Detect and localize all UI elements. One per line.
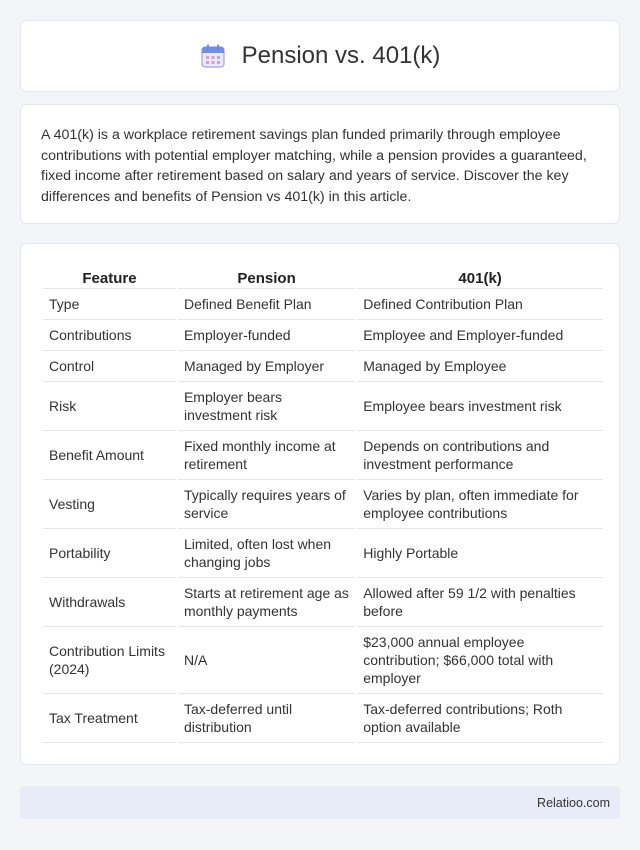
pension-cell: Typically requires years of service — [177, 479, 356, 528]
401k-cell: Employee bears investment risk — [356, 381, 603, 430]
feature-cell: Portability — [43, 528, 177, 577]
pension-cell: Employer-funded — [177, 319, 356, 350]
header-card — [20, 20, 620, 92]
401k-cell: $23,000 annual employee contribution; $66,000 total with employer — [356, 626, 603, 693]
feature-cell: Control — [43, 350, 177, 381]
footer — [20, 786, 620, 819]
footer-brand[interactable]: Relatioo.com — [537, 795, 610, 810]
header-401k: 401(k) — [356, 262, 603, 288]
page-title: Pension vs. 401(k) — [241, 42, 441, 69]
table-row — [43, 430, 603, 479]
feature-cell: Tax Treatment — [43, 693, 177, 742]
title-wrap — [200, 42, 441, 70]
pension-cell: Fixed monthly income at retirement — [177, 430, 356, 479]
table-row — [43, 479, 603, 528]
pension-cell: Employer bears investment risk — [177, 381, 356, 430]
intro-paragraph: A 401(k) is a workplace retirement savings plan funded primarily through employee contributions with potential employer matching, while a pension provides a guaranteed, fixed income after retirement based on salary and years of service. Discover the key differences and benefits of Pension vs 401(k) in this article. — [41, 127, 587, 205]
feature-cell: Benefit Amount — [43, 430, 177, 479]
table-row — [43, 381, 603, 430]
table-row — [43, 319, 603, 350]
pension-cell: Starts at retirement age as monthly payments — [177, 577, 356, 626]
401k-cell: Managed by Employee — [356, 350, 603, 381]
header-pension: Pension — [177, 262, 356, 288]
401k-cell: Varies by plan, often immediate for employee contributions — [356, 479, 603, 528]
calendar-icon — [200, 43, 226, 69]
feature-cell: Contribution Limits (2024) — [43, 626, 177, 693]
feature-cell: Withdrawals — [43, 577, 177, 626]
pension-cell: Defined Benefit Plan — [177, 288, 356, 319]
pension-cell: N/A — [177, 626, 356, 693]
pension-cell: Managed by Employer — [177, 350, 356, 381]
feature-cell: Vesting — [43, 479, 177, 528]
401k-cell: Employee and Employer-funded — [356, 319, 603, 350]
feature-cell: Risk — [43, 381, 177, 430]
pension-cell: Limited, often lost when changing jobs — [177, 528, 356, 577]
table-card — [20, 243, 620, 765]
401k-cell: Defined Contribution Plan — [356, 288, 603, 319]
401k-cell: Tax-deferred contributions; Roth option available — [356, 693, 603, 742]
401k-cell: Depends on contributions and investment performance — [356, 430, 603, 479]
401k-cell: Allowed after 59 1/2 with penalties before — [356, 577, 603, 626]
table-header-row — [43, 262, 603, 288]
table-row — [43, 626, 603, 693]
header-feature: Feature — [43, 262, 177, 288]
table-row — [43, 577, 603, 626]
table-row — [43, 288, 603, 319]
pension-cell: Tax-deferred until distribution — [177, 693, 356, 742]
feature-cell: Type — [43, 288, 177, 319]
intro-card — [20, 104, 620, 224]
table-row — [43, 693, 603, 742]
table-row — [43, 350, 603, 381]
401k-cell: Highly Portable — [356, 528, 603, 577]
table-row — [43, 528, 603, 577]
comparison-table — [43, 262, 603, 743]
feature-cell: Contributions — [43, 319, 177, 350]
